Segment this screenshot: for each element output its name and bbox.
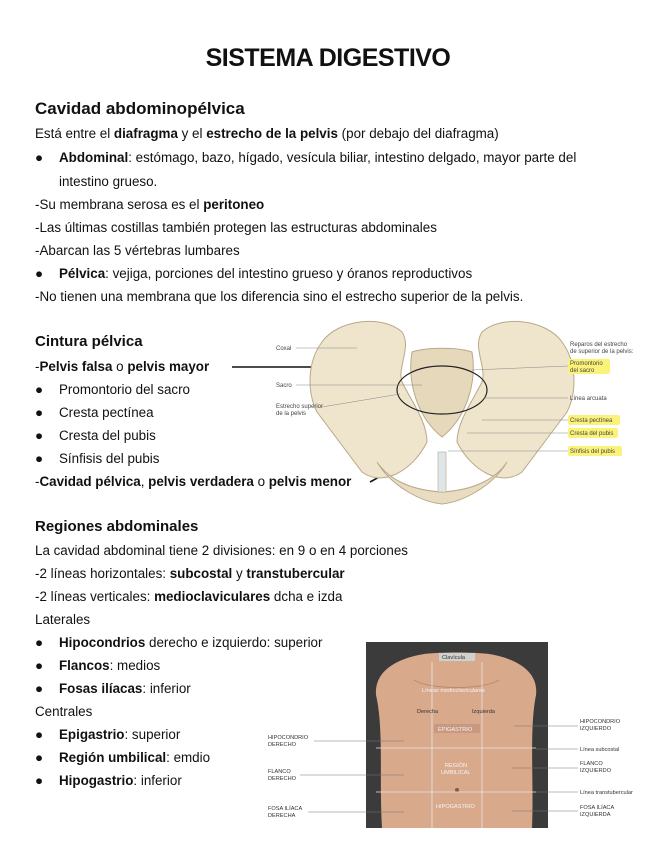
list-item: ● Promontorio del sacro <box>35 382 190 397</box>
page-title: SISTEMA DIGESTIVO <box>205 44 451 72</box>
label-linea-transtubercular: Línea transtubercular <box>580 790 633 796</box>
list-item: ● Cresta del pubis <box>35 428 156 443</box>
label-hipocondrio-izquierdo-2: IZQUIERDO <box>580 726 612 732</box>
label-promontorio: Promontorio <box>570 361 603 367</box>
label-cresta-pectinea: Cresta pectínea <box>570 418 613 424</box>
abdominal-regions-illustration <box>264 640 654 830</box>
heading-cintura-pelvica: Cintura pélvica <box>35 333 143 350</box>
list-item: ● Cresta pectínea <box>35 405 154 420</box>
label-region: REGIÓN <box>445 763 468 769</box>
label-hipogastrio: HIPOGASTRIO <box>436 804 475 810</box>
label-flanco-derecho: FLANCO <box>268 769 291 775</box>
label-hipocondrio-derecho: HIPOCONDRIO <box>268 735 309 741</box>
pelvis-illustration <box>262 312 652 512</box>
bullet-abdominal-cont: intestino grueso. <box>59 174 158 189</box>
list-item: ● Región umbilical: emdio <box>35 750 211 765</box>
label-umbilical: UMBILICAL <box>441 770 471 776</box>
label-flanco-izquierdo-2: IZQUIERDO <box>580 768 612 774</box>
heading-cavidad-abdominopelvica: Cavidad abdominopélvica <box>35 99 245 118</box>
vertebras-line: -Abarcan las 5 vértebras lumbares <box>35 243 240 258</box>
label-fosa-iliaca-derecha: FOSA ILÍACA <box>268 806 303 812</box>
list-item: ● Epigastrio: superior <box>35 727 181 742</box>
horizontales-line: -2 líneas horizontales: subcostal y transtubercular <box>35 566 345 581</box>
bullet-abdominal: ● Abdominal: estómago, bazo, hígado, vesícula biliar, intestino delgado, mayor parte del <box>35 150 577 165</box>
label-promontorio-2: del sacro <box>570 368 595 374</box>
label-fosa-iliaca-izquierda-2: IZQUIERDA <box>580 812 611 818</box>
label-linea-arcuata: Línea arcuata <box>570 396 607 402</box>
pelvis-falsa-line: -Pelvis falsa o pelvis mayor <box>35 359 210 374</box>
list-item: ● Sínfisis del pubis <box>35 451 160 466</box>
bullet-pelvica: ● Pélvica: vejiga, porciones del intestino grueso y óranos reproductivos <box>35 266 473 281</box>
list-item: ● Fosas ilíacas: inferior <box>35 681 191 696</box>
centrales-label: Centrales <box>35 704 93 719</box>
list-item: ● Flancos: medios <box>35 658 161 673</box>
label-fosa-iliaca-izquierda: FOSA ILÍACA <box>580 805 615 811</box>
membrana-line: -Su membrana serosa es el peritoneo <box>35 197 265 212</box>
label-reparos-2: de superior de la pelvis: <box>570 349 634 355</box>
cavidad-pelvica-line: -Cavidad pélvica, pelvis verdadera o pelvis menor <box>35 474 352 489</box>
intro-line: Está entre el diafragma y el estrecho de la pelvis (por debajo del diafragma) <box>35 126 499 141</box>
label-hipocondrio-derecho-2: DERECHO <box>268 742 296 748</box>
label-epigastrio: EPIGASTRIO <box>438 727 473 733</box>
costillas-line: -Las últimas costillas también protegen las estructuras abdominales <box>35 220 437 235</box>
verticales-line: -2 líneas verticales: medioclaviculares dcha e izda <box>35 589 343 604</box>
divisiones-line: La cavidad abdominal tiene 2 divisiones: en 9 o en 4 porciones <box>35 543 408 558</box>
label-clavicula: Clavícula <box>442 655 466 661</box>
label-reparos: Reparos del estrecho <box>570 342 628 348</box>
label-derecha: Derecha <box>417 709 439 715</box>
label-flanco-derecho-2: DERECHO <box>268 776 296 782</box>
label-sacro: Sacro <box>276 383 292 389</box>
label-hipocondrio-izquierdo: HIPOCONDRIO <box>580 719 621 725</box>
list-item: ● Hipogastrio: inferior <box>35 773 182 788</box>
label-linea-subcostal: Línea subcostal <box>580 747 620 753</box>
list-item: ● Hipocondrios derecho e izquierdo: superior <box>35 635 323 650</box>
label-izquierda: Izquierda <box>472 709 496 715</box>
no-membrana-line: -No tienen una membrana que los diferencia sino el estrecho superior de la pelvis. <box>35 289 524 304</box>
label-coxal: Coxal <box>276 346 292 352</box>
label-lineas-medioclaviculares: Líneas medioclaviculares <box>422 688 485 694</box>
heading-regiones-abdominales: Regiones abdominales <box>35 518 199 535</box>
label-fosa-iliaca-derecha-2: DERECHA <box>268 813 296 819</box>
label-cresta-pubis: Cresta del pubis <box>570 431 614 437</box>
label-sinfisis: Sínfisis del pubis <box>570 449 616 455</box>
label-estrecho: Estrecho superior <box>276 404 324 410</box>
laterales-label: Laterales <box>35 612 91 627</box>
label-flanco-izquierdo: FLANCO <box>580 761 603 767</box>
label-estrecho-2: de la pelvis <box>276 411 307 417</box>
